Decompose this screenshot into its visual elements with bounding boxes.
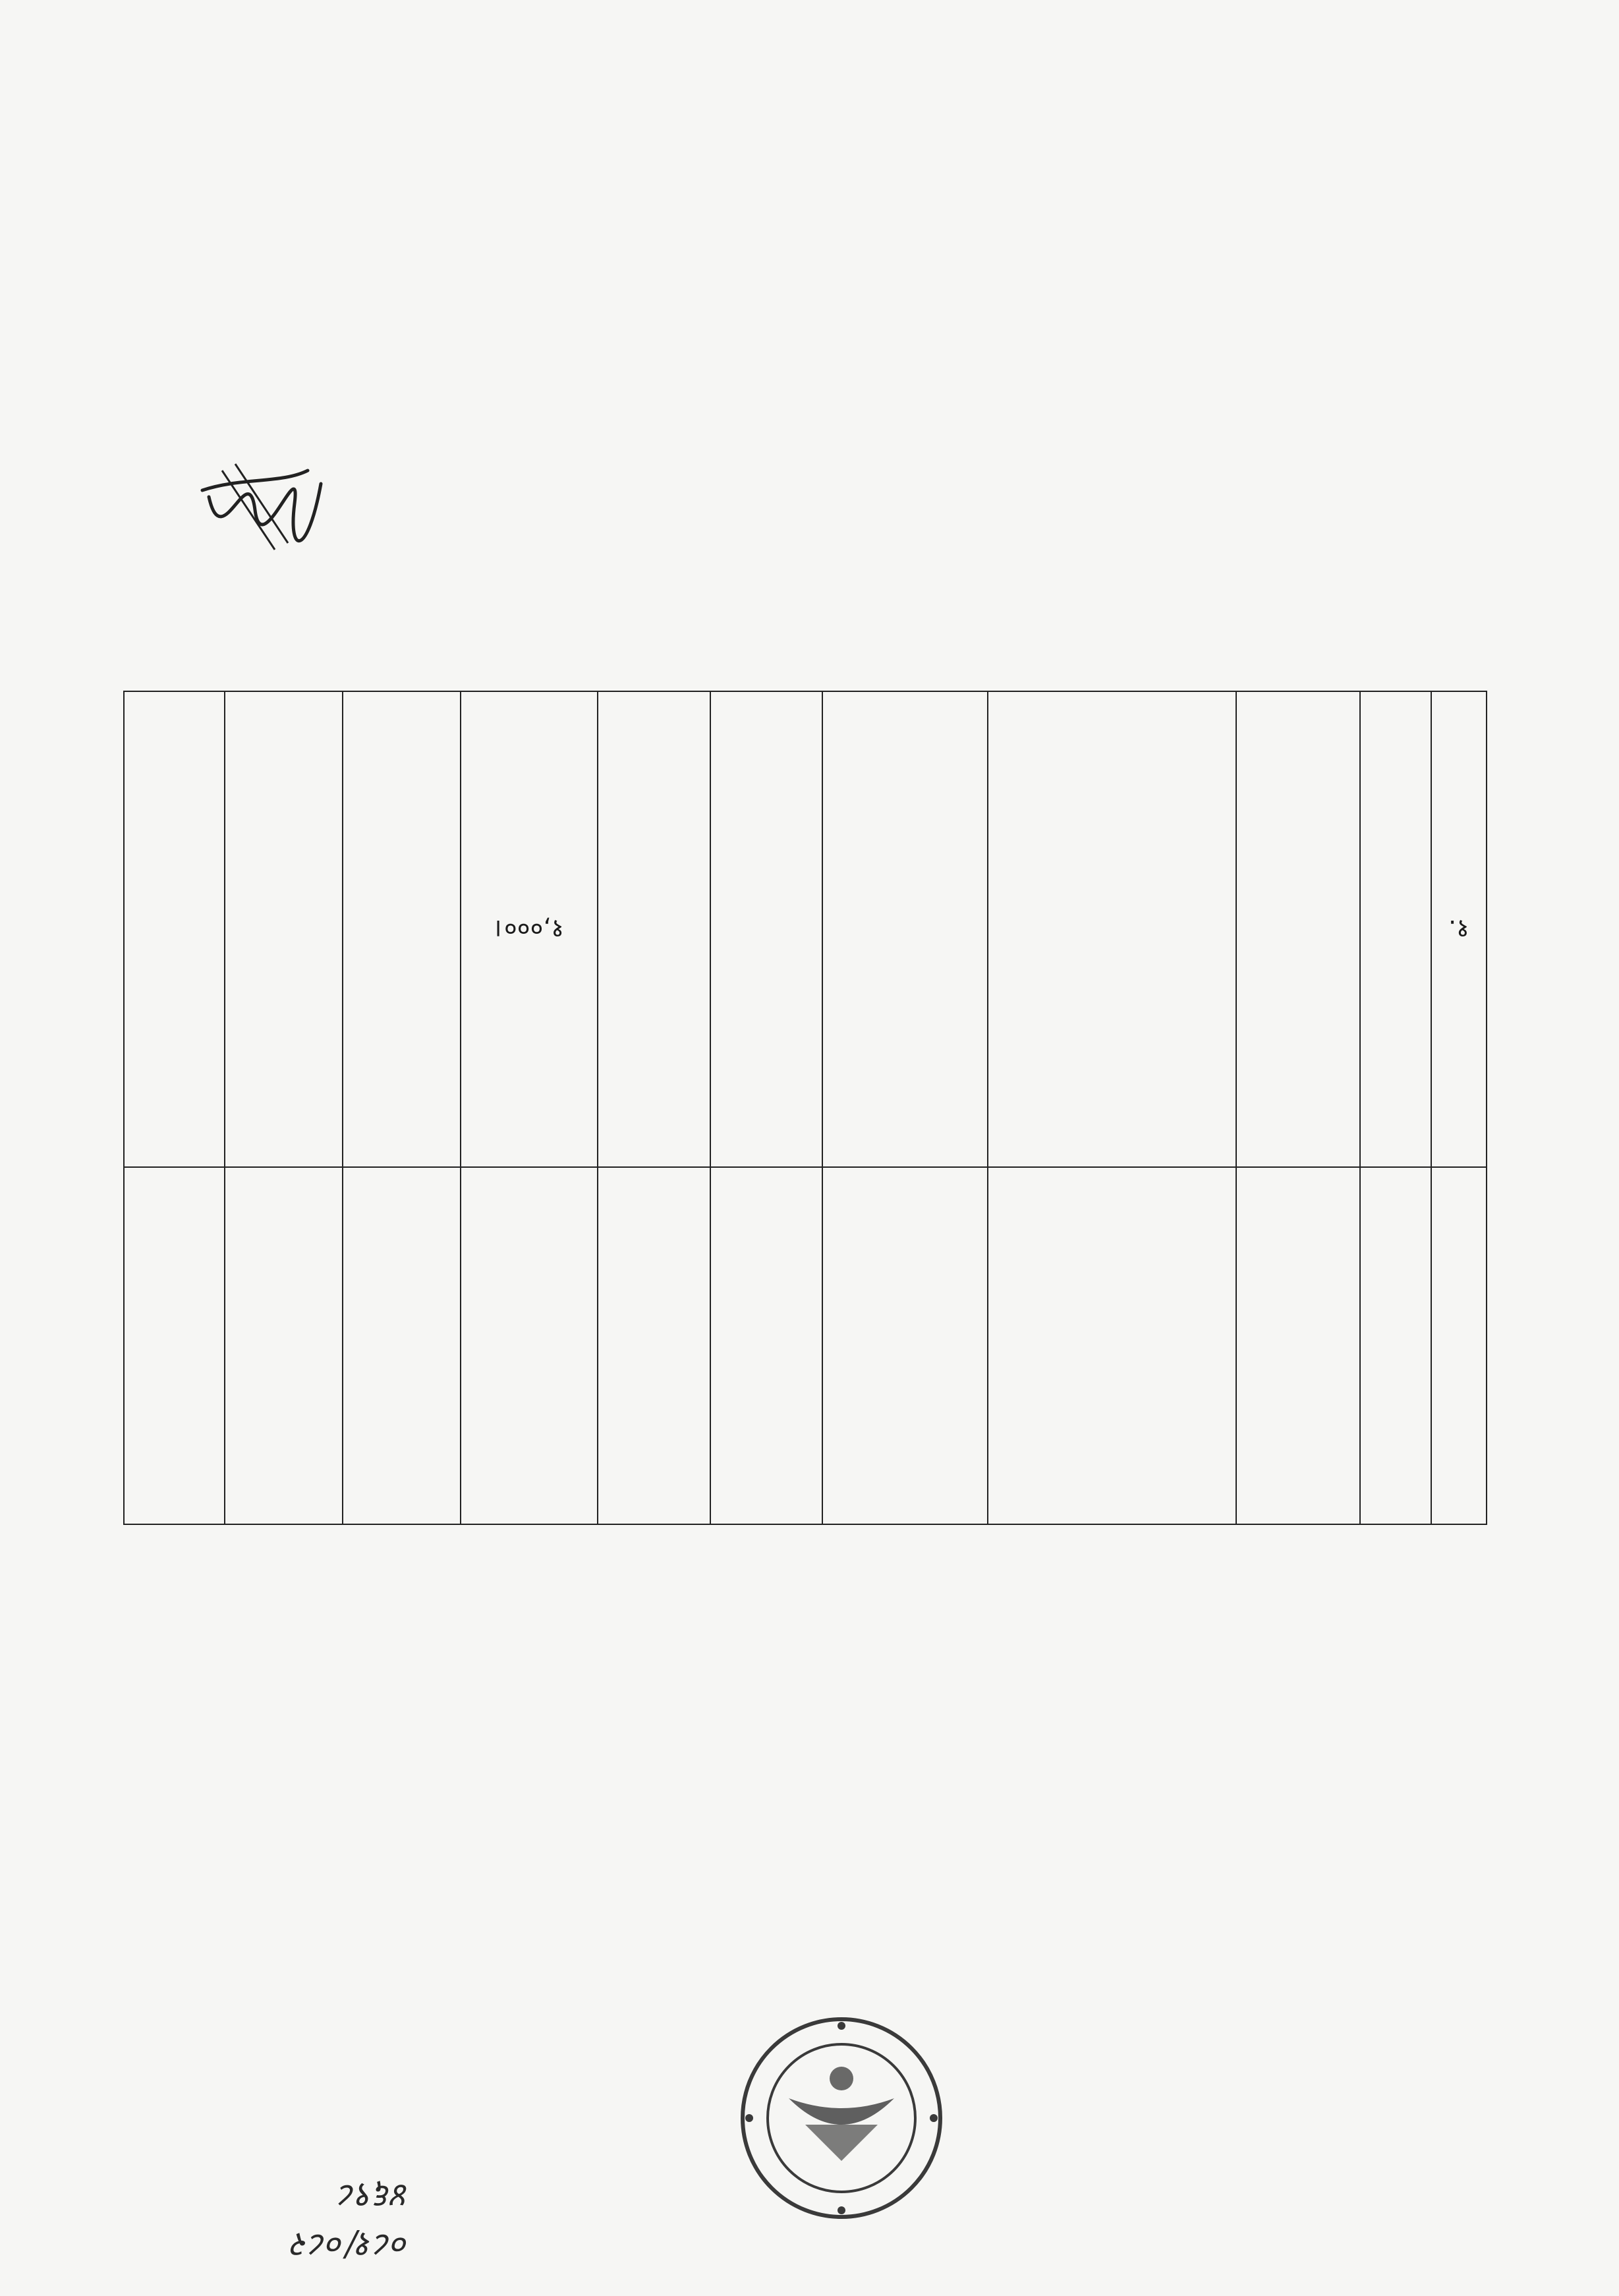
schedule-table (123, 691, 1487, 1525)
table-row (124, 691, 1487, 1167)
cell-form-open-time (124, 691, 225, 1167)
official-seal-icon (736, 2013, 947, 2224)
dispatch-number (51, 2173, 420, 2220)
cell-deposit (598, 691, 710, 1167)
schedule-header-row (124, 1167, 1487, 1524)
cell-form-fee: १,०००। (461, 691, 598, 1167)
column-header-sn (1431, 1167, 1487, 1524)
cell-sn: १. (1431, 691, 1487, 1167)
column-header-type (1236, 1167, 1360, 1524)
cell-form-submit-deadline (225, 691, 343, 1167)
signature-icon (189, 451, 334, 583)
dispatch-number-value: ४६९८ (339, 2175, 411, 2215)
cell-min-amount (710, 691, 822, 1167)
cell-code (1360, 691, 1431, 1167)
cell-type (1236, 691, 1360, 1167)
column-header-form-sale-deadline (343, 1167, 461, 1524)
column-header-form-submit-deadline (225, 1167, 343, 1524)
column-header-deposit (598, 1167, 710, 1524)
cell-description (988, 691, 1236, 1167)
column-header-code (1360, 1167, 1431, 1524)
column-header-form-fee (461, 1167, 598, 1524)
column-header-amount (822, 1167, 988, 1524)
column-header-description (988, 1167, 1236, 1524)
column-header-min-amount (710, 1167, 822, 1524)
cell-form-sale-deadline (343, 691, 461, 1167)
cell-amount (822, 691, 988, 1167)
column-header-form-open-time (124, 1167, 225, 1524)
reference-number-value: ०८१/०८२ (292, 2225, 411, 2264)
reference-number (51, 2223, 420, 2270)
